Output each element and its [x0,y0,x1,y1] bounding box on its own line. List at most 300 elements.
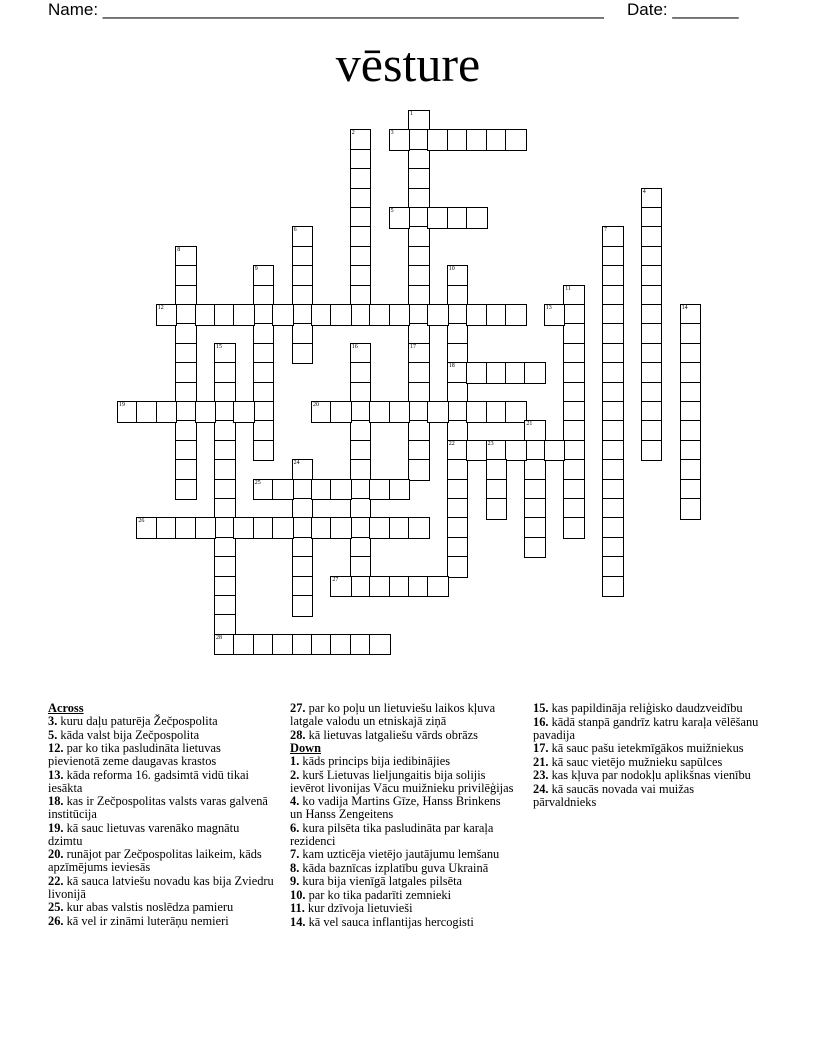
grid-cell[interactable] [214,362,236,384]
grid-cell[interactable] [175,479,197,501]
grid-cell[interactable] [563,479,585,501]
grid-cell[interactable] [447,517,469,539]
grid-cell[interactable] [486,459,508,481]
grid-cell[interactable] [214,498,236,520]
grid-cell[interactable] [292,556,314,578]
grid-cell[interactable] [641,362,663,384]
grid-cell[interactable] [350,246,372,268]
grid-cell[interactable] [641,401,663,423]
clue-text: kā sauc vietējo mužnieku sapūlces [551,754,723,769]
grid-cell[interactable] [350,537,372,559]
grid-cell[interactable] [505,304,527,326]
grid-cell[interactable] [680,382,702,404]
grid-cell[interactable] [214,401,236,423]
grid-cell[interactable] [602,498,624,520]
grid-cell[interactable] [447,207,469,229]
clue-number-label: 21 [526,421,533,428]
grid-cell[interactable] [524,362,546,384]
grid-cell[interactable] [214,459,236,481]
clue-item [290,862,516,875]
grid-cell[interactable] [447,285,469,307]
grid-cell[interactable] [680,362,702,384]
grid-cell[interactable] [136,517,158,539]
grid-cell[interactable] [408,343,430,365]
grid-cell[interactable] [641,226,663,248]
grid-cell[interactable] [350,285,372,307]
grid-cell[interactable] [233,401,255,423]
grid-cell[interactable] [389,207,411,229]
grid-cell[interactable] [563,517,585,539]
grid-cell[interactable] [233,634,255,656]
clue-number: 21. [533,754,549,769]
clue-text: kam uzticēja vietējo jautājumu lemšanu [302,847,500,861]
grid-cell[interactable] [602,537,624,559]
down-heading: Down [290,741,321,755]
grid-cell[interactable] [253,420,275,442]
grid-cell[interactable] [214,382,236,404]
grid-cell[interactable] [524,517,546,539]
grid-cell[interactable] [524,479,546,501]
grid-cell[interactable] [253,382,275,404]
grid-cell[interactable] [292,498,314,520]
grid-cell[interactable] [602,226,624,248]
grid-cell[interactable] [602,401,624,423]
grid-cell[interactable] [117,401,139,423]
grid-cell[interactable] [389,401,411,423]
clue-item [48,875,274,901]
grid-cell[interactable] [175,304,197,326]
grid-cell[interactable] [486,498,508,520]
grid-cell[interactable] [524,537,546,559]
grid-cell[interactable] [214,537,236,559]
grid-cell[interactable] [214,420,236,442]
grid-cell[interactable] [311,401,333,423]
grid-cell[interactable] [486,129,508,151]
grid-cell[interactable] [175,459,197,481]
grid-cell[interactable] [641,265,663,287]
grid-cell[interactable] [408,207,430,229]
clue-number: 15. [533,701,549,715]
grid-cell[interactable] [447,304,469,326]
grid-cell[interactable] [292,265,314,287]
grid-cell[interactable] [505,440,527,462]
grid-cell[interactable] [330,479,352,501]
grid-cell[interactable] [680,459,702,481]
grid-cell[interactable] [447,479,469,501]
clue-number-label: 13 [545,305,552,311]
grid-cell[interactable] [466,207,488,229]
grid-cell[interactable] [389,129,411,151]
grid-cell[interactable] [408,459,430,481]
grid-cell[interactable] [350,576,372,598]
grid-cell[interactable] [292,595,314,617]
grid-cell[interactable] [272,517,294,539]
grid-cell[interactable] [447,382,469,404]
grid-cell[interactable] [524,420,546,442]
grid-cell[interactable] [292,459,314,481]
grid-cell[interactable] [641,207,663,229]
grid-cell[interactable] [350,459,372,481]
grid-cell[interactable] [389,479,411,501]
clue-item [290,702,516,728]
grid-cell[interactable] [292,517,314,539]
clue-item [290,769,516,795]
grid-cell[interactable] [253,362,275,384]
grid-cell[interactable] [680,479,702,501]
grid-cell[interactable] [486,440,508,462]
grid-cell[interactable] [641,420,663,442]
clue-number: 24. [533,781,549,796]
grid-cell[interactable] [253,479,275,501]
grid-cell[interactable] [486,401,508,423]
clues-column-1 [48,702,274,928]
grid-cell[interactable] [602,323,624,345]
grid-cell[interactable] [602,517,624,539]
grid-cell[interactable] [156,517,178,539]
grid-cell[interactable] [524,459,546,481]
grid-cell[interactable] [602,304,624,326]
grid-cell[interactable] [350,401,372,423]
grid-cell[interactable] [602,459,624,481]
grid-cell[interactable] [544,304,566,326]
grid-cell[interactable] [447,420,469,442]
grid-cell[interactable] [408,440,430,462]
clue-text: par ko poļu un lietuviešu laikos kļuva latgale valodu un etniskajā ziņā [290,701,496,728]
grid-cell[interactable] [427,576,449,598]
grid-cell[interactable] [175,323,197,345]
grid-cell[interactable] [447,459,469,481]
clue-text: runājot par Zečpospolitas laikeim, kāds apzīmējums ieviesās [48,847,262,874]
grid-cell[interactable] [641,246,663,268]
grid-cell[interactable] [563,343,585,365]
grid-cell[interactable] [447,265,469,287]
grid-cell[interactable] [408,401,430,423]
grid-cell[interactable] [195,304,217,326]
clue-number: 3. [48,714,58,728]
grid-cell[interactable] [408,285,430,307]
grid-cell[interactable] [175,265,197,287]
grid-cell[interactable] [389,517,411,539]
clue-item [48,729,274,742]
grid-cell[interactable] [641,323,663,345]
clue-number-label: 16 [351,343,358,350]
grid-cell[interactable] [602,420,624,442]
grid-cell[interactable] [350,634,372,656]
grid-cell[interactable] [427,401,449,423]
grid-cell[interactable] [233,517,255,539]
grid-cell[interactable] [175,343,197,365]
grid-cell[interactable] [466,304,488,326]
grid-cell[interactable] [641,285,663,307]
grid-cell[interactable] [253,440,275,462]
grid-cell[interactable] [602,440,624,462]
grid-cell[interactable] [292,304,314,326]
grid-cell[interactable] [350,265,372,287]
grid-cell[interactable] [253,634,275,656]
clue-number-label: 24 [293,460,300,467]
grid-cell[interactable] [369,517,391,539]
grid-cell[interactable] [330,576,352,598]
grid-cell[interactable] [563,401,585,423]
grid-cell[interactable] [253,323,275,345]
clue-text: kā lietuvas latgaliešu vārds obrāzs [308,727,478,742]
grid-cell[interactable] [447,498,469,520]
grid-cell[interactable] [447,323,469,345]
grid-cell[interactable] [214,614,236,636]
grid-cell[interactable] [292,323,314,345]
grid-cell[interactable] [408,265,430,287]
grid-cell[interactable] [563,285,585,307]
grid-cell[interactable] [369,401,391,423]
grid-cell[interactable] [330,517,352,539]
clue-number-label: 10 [448,266,455,273]
grid-cell[interactable] [505,362,527,384]
grid-cell[interactable] [195,401,217,423]
grid-cell[interactable] [292,634,314,656]
grid-cell[interactable] [292,537,314,559]
grid-cell[interactable] [330,401,352,423]
grid-cell[interactable] [330,304,352,326]
grid-cell[interactable] [311,634,333,656]
grid-cell[interactable] [350,362,372,384]
grid-cell[interactable] [233,304,255,326]
grid-cell[interactable] [563,362,585,384]
grid-cell[interactable] [175,246,197,268]
clue-text: kā sauc lietuvas varenāko magnātu dzimtu [48,820,240,848]
grid-cell[interactable] [427,304,449,326]
clue-number: 10. [290,887,306,902]
clue-number: 6. [290,820,300,835]
grid-cell[interactable] [680,401,702,423]
grid-cell[interactable] [602,556,624,578]
grid-cell[interactable] [563,420,585,442]
clue-text: kāds princips bija iedibinājies [302,754,451,768]
grid-cell[interactable] [486,304,508,326]
grid-cell[interactable] [408,129,430,151]
grid-cell[interactable] [486,362,508,384]
grid-cell[interactable] [641,440,663,462]
grid-cell[interactable] [408,323,430,345]
grid-cell[interactable] [466,129,488,151]
grid-cell[interactable] [447,129,469,151]
grid-cell[interactable] [524,440,546,462]
grid-cell[interactable] [292,285,314,307]
grid-cell[interactable] [641,304,663,326]
grid-cell[interactable] [602,246,624,268]
grid-cell[interactable] [350,149,372,171]
grid-cell[interactable] [466,440,488,462]
grid-cell[interactable] [602,576,624,598]
grid-cell[interactable] [214,479,236,501]
grid-cell[interactable] [408,420,430,442]
grid-cell[interactable] [175,440,197,462]
grid-cell[interactable] [466,362,488,384]
grid-cell[interactable] [175,362,197,384]
grid-cell[interactable] [350,479,372,501]
clue-number-label: 8 [177,246,181,253]
clue-number-label: 12 [157,305,164,311]
grid-cell[interactable] [272,479,294,501]
grid-cell[interactable] [602,285,624,307]
grid-cell[interactable] [292,226,314,248]
grid-cell[interactable] [350,168,372,190]
grid-cell[interactable] [253,401,275,423]
grid-cell[interactable] [563,323,585,345]
grid-cell[interactable] [389,304,411,326]
grid-cell[interactable] [447,401,469,423]
date-field[interactable]: Date: _______ [627,0,739,19]
grid-cell[interactable] [427,129,449,151]
grid-cell[interactable] [505,401,527,423]
grid-cell[interactable] [350,188,372,210]
grid-cell[interactable] [311,517,333,539]
grid-cell[interactable] [680,420,702,442]
clue-number: 18. [48,794,64,808]
grid-cell[interactable] [350,498,372,520]
grid-cell[interactable] [350,420,372,442]
grid-cell[interactable] [408,149,430,171]
grid-cell[interactable] [253,285,275,307]
clue-item [290,875,516,888]
puzzle-title: vēsture [335,36,481,92]
grid-cell[interactable] [214,556,236,578]
grid-cell[interactable] [408,226,430,248]
clue-item [48,822,274,848]
grid-cell[interactable] [156,304,178,326]
grid-cell[interactable] [214,634,236,656]
grid-cell[interactable] [292,576,314,598]
grid-cell[interactable] [447,556,469,578]
grid-cell[interactable] [214,343,236,365]
grid-cell[interactable] [389,576,411,598]
grid-cell[interactable] [253,265,275,287]
grid-cell[interactable] [214,576,236,598]
clue-item [48,915,274,928]
grid-cell[interactable] [350,517,372,539]
clue-text: kuru daļu paturēja Žečpospolita [60,714,218,728]
grid-cell[interactable] [175,285,197,307]
clue-number: 8. [290,860,300,875]
clue-number: 19. [48,820,64,835]
grid-cell[interactable] [214,304,236,326]
grid-cell[interactable] [272,634,294,656]
grid-cell[interactable] [680,343,702,365]
grid-cell[interactable] [350,382,372,404]
grid-cell[interactable] [369,576,391,598]
grid-cell[interactable] [156,401,178,423]
clue-number: 23. [533,768,549,782]
clue-number: 1. [290,754,300,768]
grid-cell[interactable] [292,246,314,268]
grid-cell[interactable] [466,401,488,423]
grid-cell[interactable] [175,401,197,423]
grid-cell[interactable] [292,343,314,365]
grid-cell[interactable] [563,304,585,326]
grid-cell[interactable] [680,304,702,326]
grid-cell[interactable] [175,517,197,539]
grid-cell[interactable] [136,401,158,423]
grid-cell[interactable] [602,343,624,365]
grid-cell[interactable] [350,207,372,229]
clue-item [290,795,516,821]
name-field[interactable]: Name: _____________________________________________________ [48,0,604,19]
grid-cell[interactable] [427,207,449,229]
grid-cell[interactable] [350,304,372,326]
clue-item [48,769,274,795]
grid-cell[interactable] [369,634,391,656]
grid-cell[interactable] [602,362,624,384]
grid-cell[interactable] [680,323,702,345]
grid-cell[interactable] [602,479,624,501]
grid-cell[interactable] [408,168,430,190]
grid-cell[interactable] [214,517,236,539]
clue-number-label: 4 [642,188,646,195]
grid-cell[interactable] [486,479,508,501]
grid-cell[interactable] [680,440,702,462]
grid-cell[interactable] [602,382,624,404]
grid-cell[interactable] [447,343,469,365]
grid-cell[interactable] [330,634,352,656]
grid-cell[interactable] [195,517,217,539]
grid-cell[interactable] [214,440,236,462]
grid-cell[interactable] [369,479,391,501]
grid-cell[interactable] [408,517,430,539]
grid-cell[interactable] [175,420,197,442]
clue-text: par ko tika padarīti zemnieki [308,887,452,902]
grid-cell[interactable] [311,479,333,501]
grid-cell[interactable] [369,304,391,326]
grid-cell[interactable] [563,459,585,481]
grid-cell[interactable] [447,537,469,559]
grid-cell[interactable] [408,576,430,598]
grid-cell[interactable] [350,343,372,365]
grid-cell[interactable] [350,129,372,151]
grid-cell[interactable] [350,226,372,248]
grid-cell[interactable] [408,188,430,210]
grid-cell[interactable] [253,517,275,539]
clue-number-label: 11 [565,285,571,292]
grid-cell[interactable] [563,440,585,462]
grid-cell[interactable] [641,188,663,210]
grid-cell[interactable] [447,362,469,384]
grid-cell[interactable] [524,498,546,520]
grid-cell[interactable] [602,265,624,287]
grid-cell[interactable] [253,304,275,326]
clue-number-label: 5 [390,208,394,214]
grid-cell[interactable] [680,498,702,520]
grid-cell[interactable] [350,440,372,462]
grid-cell[interactable] [408,246,430,268]
grid-cell[interactable] [563,498,585,520]
grid-cell[interactable] [253,343,275,365]
grid-cell[interactable] [641,382,663,404]
grid-cell[interactable] [641,343,663,365]
grid-cell[interactable] [311,304,333,326]
grid-cell[interactable] [292,479,314,501]
grid-cell[interactable] [408,110,430,132]
grid-cell[interactable] [544,440,566,462]
grid-cell[interactable] [447,440,469,462]
grid-cell[interactable] [350,556,372,578]
grid-cell[interactable] [214,595,236,617]
grid-cell[interactable] [563,382,585,404]
grid-cell[interactable] [272,304,294,326]
grid-cell[interactable] [408,304,430,326]
grid-cell[interactable] [408,382,430,404]
grid-cell[interactable] [175,382,197,404]
grid-cell[interactable] [408,362,430,384]
grid-cell[interactable] [505,129,527,151]
